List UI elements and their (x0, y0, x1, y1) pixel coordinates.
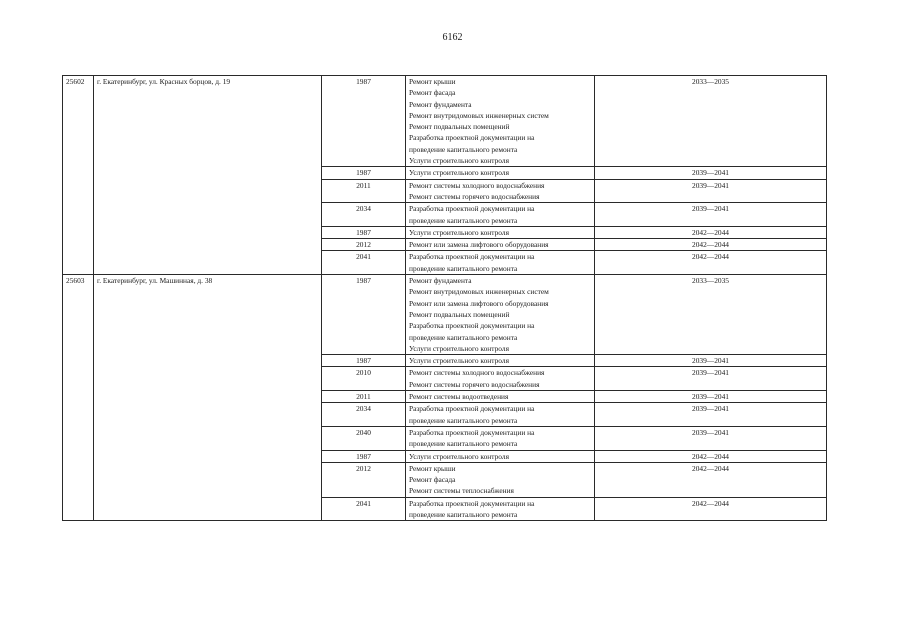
work-item: проведение капитального ремонта (409, 144, 518, 154)
work-item: Ремонт подвальных помещений (409, 309, 510, 319)
work-year: 2040 (322, 426, 406, 450)
work-item: Услуги строительного контроля (409, 356, 509, 366)
work-item: Ремонт крыши (409, 463, 456, 473)
building-id: 25602 (63, 76, 94, 275)
work-items (406, 462, 595, 497)
work-year: 1987 (322, 275, 406, 355)
work-item: Разработка проектной документации на (409, 321, 535, 331)
work-item: Ремонт системы холодного водоснабжения (409, 368, 545, 378)
work-items (406, 76, 595, 167)
work-year: 1987 (322, 226, 406, 238)
repair-schedule-table (62, 75, 827, 521)
work-items (406, 239, 595, 251)
work-items (406, 275, 595, 355)
work-period: 2042—2044 (595, 462, 827, 497)
table-row (63, 76, 827, 167)
work-item: Ремонт крыши (409, 77, 456, 86)
work-item: Ремонт фундамента (409, 99, 472, 109)
work-items (406, 403, 595, 427)
building-id: 25603 (63, 275, 94, 521)
work-item: Ремонт системы теплоснабжения (409, 486, 514, 496)
work-period: 2033—2035 (595, 76, 827, 167)
work-item: Разработка проектной документации на (409, 427, 535, 437)
work-item: Разработка проектной документации на (409, 498, 535, 508)
work-period: 2039—2041 (595, 367, 827, 391)
work-year: 2011 (322, 179, 406, 203)
work-item: проведение капитального ремонта (409, 263, 518, 273)
work-period: 2039—2041 (595, 426, 827, 450)
work-year: 2034 (322, 203, 406, 227)
work-year: 2012 (322, 462, 406, 497)
work-year: 2012 (322, 239, 406, 251)
work-period: 2042—2044 (595, 239, 827, 251)
work-items (406, 226, 595, 238)
work-year: 2034 (322, 403, 406, 427)
building-address: г. Екатеринбург, ул. Машинная, д. 38 (94, 275, 322, 521)
work-period: 2039—2041 (595, 355, 827, 367)
work-item: Ремонт системы водоотведения (409, 392, 509, 402)
work-item: Ремонт подвальных помещений (409, 122, 510, 132)
work-item: Ремонт фундамента (409, 276, 472, 286)
work-item: Услуги строительного контроля (409, 156, 509, 166)
table-row (63, 275, 827, 355)
work-period: 2039—2041 (595, 403, 827, 427)
work-items (406, 391, 595, 403)
work-item: Услуги строительного контроля (409, 343, 509, 353)
work-period: 2042—2044 (595, 497, 827, 521)
work-items (406, 426, 595, 450)
work-year: 1987 (322, 450, 406, 462)
work-year: 2011 (322, 391, 406, 403)
work-items (406, 251, 595, 275)
page-number: 6162 (442, 32, 463, 43)
work-item: Ремонт или замена лифтового оборудования (409, 298, 549, 308)
work-item: Разработка проектной документации на (409, 204, 535, 214)
work-item: Ремонт фасада (409, 475, 456, 485)
work-item: Ремонт системы холодного водоснабжения (409, 180, 545, 190)
work-year: 1987 (322, 355, 406, 367)
work-item: Разработка проектной документации на (409, 133, 535, 143)
building-address: г. Екатеринбург, ул. Красных борцов, д. 19 (94, 76, 322, 275)
work-items (406, 497, 595, 521)
work-items (406, 167, 595, 179)
work-year: 1987 (322, 167, 406, 179)
work-item: Услуги строительного контроля (409, 227, 509, 237)
work-items (406, 450, 595, 462)
work-item: Ремонт внутридомовых инженерных систем (409, 110, 549, 120)
work-year: 1987 (322, 76, 406, 167)
work-item: проведение капитального ремонта (409, 509, 518, 519)
work-period: 2042—2044 (595, 226, 827, 238)
work-item: Разработка проектной документации на (409, 404, 535, 414)
work-period: 2039—2041 (595, 179, 827, 203)
work-items (406, 203, 595, 227)
work-item: Услуги строительного контроля (409, 168, 509, 178)
work-period: 2042—2044 (595, 450, 827, 462)
work-item: Услуги строительного контроля (409, 451, 509, 461)
work-item: проведение капитального ремонта (409, 332, 518, 342)
work-year: 2010 (322, 367, 406, 391)
work-item: Ремонт или замена лифтового оборудования (409, 240, 549, 250)
work-year: 2041 (322, 251, 406, 275)
work-item: проведение капитального ремонта (409, 439, 518, 449)
work-item: Ремонт системы горячего водоснабжения (409, 191, 540, 201)
work-period: 2039—2041 (595, 203, 827, 227)
work-items (406, 355, 595, 367)
work-period: 2042—2044 (595, 251, 827, 275)
work-item: Ремонт внутридомовых инженерных систем (409, 287, 549, 297)
work-period: 2039—2041 (595, 391, 827, 403)
work-period: 2033—2035 (595, 275, 827, 355)
work-item: Ремонт системы горячего водоснабжения (409, 379, 540, 389)
work-item: Разработка проектной документации на (409, 252, 535, 262)
work-item: Ремонт фасада (409, 88, 456, 98)
work-item: проведение капитального ремонта (409, 415, 518, 425)
work-items (406, 367, 595, 391)
work-items (406, 179, 595, 203)
work-year: 2041 (322, 497, 406, 521)
work-period: 2039—2041 (595, 167, 827, 179)
work-item: проведение капитального ремонта (409, 215, 518, 225)
